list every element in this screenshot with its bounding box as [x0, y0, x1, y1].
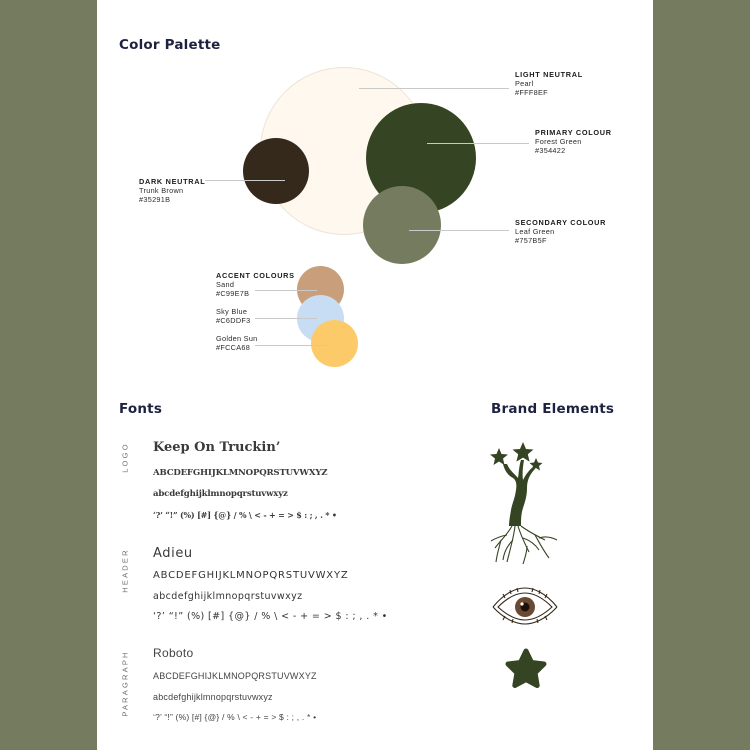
- swatch-name: Sand: [216, 280, 235, 290]
- accent-colours-label: [216, 271, 295, 299]
- header-font-label: HEADER: [120, 548, 130, 593]
- swatch-hex: #FCCA68: [216, 343, 251, 353]
- sky-blue-label: [216, 307, 251, 325]
- primary-colour-label: [535, 128, 612, 156]
- leader-line: [409, 230, 509, 231]
- golden-sun-swatch: [311, 320, 358, 367]
- swatch-hex: #C99E7B: [216, 289, 250, 299]
- paragraph-font-name: Roboto: [153, 646, 194, 660]
- swatch-title: PRIMARY COLOUR: [535, 128, 612, 137]
- logo-font-uppercase: ABCDEFGHIJKLMNOPQRSTUVWXYZ: [153, 468, 328, 478]
- tree-star-icon: [487, 440, 565, 568]
- golden-sun-label: [216, 334, 258, 352]
- swatch-title: DARK NEUTRAL: [139, 177, 206, 186]
- brand-elements-title: Brand Elements: [491, 401, 615, 417]
- logo-font-label: LOGO: [120, 442, 130, 473]
- header-font-name: Adieu: [153, 546, 193, 561]
- swatch-title: SECONDARY COLOUR: [515, 218, 607, 227]
- color-palette-title: Color Palette: [119, 37, 221, 53]
- brand-sheet: [97, 0, 653, 750]
- swatch-name: Pearl: [515, 79, 534, 89]
- swatch-name: Leaf Green: [515, 227, 555, 237]
- leader-line: [359, 88, 509, 89]
- swatch-hex: #35291B: [139, 195, 171, 205]
- leader-line: [205, 180, 285, 181]
- leader-line: [427, 143, 529, 144]
- swatch-hex: #C6DDF3: [216, 316, 251, 326]
- swatch-name: Trunk Brown: [139, 186, 184, 196]
- header-font-uppercase: ABCDEFGHIJKLMNOPQRSTUVWXYZ: [153, 570, 349, 581]
- logo-font-lowercase: abcdefghijklmnopqrstuvwxyz: [153, 489, 288, 499]
- leaf-green-swatch: [363, 186, 441, 264]
- paragraph-font-lowercase: abcdefghijklmnopqrstuvwxyz: [153, 692, 273, 702]
- swatch-hex: #757B5F: [515, 236, 547, 246]
- logo-font-symbols: ‘?’ “!” (%) [#] {@} / % \ < - + = > $ : ; , . * •: [153, 510, 337, 520]
- leader-line: [255, 345, 329, 346]
- header-font-symbols: ‘?’ “!” (%) [#] {@} / % \ < - + = > $ : ; , . * •: [153, 611, 388, 622]
- swatch-name: Sky Blue: [216, 307, 248, 316]
- trunk-brown-swatch: [243, 138, 309, 204]
- eye-icon: [491, 584, 559, 630]
- secondary-colour-label: [515, 218, 606, 246]
- leader-line: [255, 318, 317, 319]
- light-neutral-label: [515, 70, 583, 98]
- logo-font-name: Keep On Truckin’: [153, 440, 281, 455]
- swatch-name: Golden Sun: [216, 334, 258, 343]
- paragraph-font-symbols: ‘?’ “!” (%) [#] {@} / % \ < - + = > $ : ; , . * •: [153, 712, 317, 722]
- swatch-name: Forest Green: [535, 137, 582, 147]
- paragraph-font-uppercase: ABCDEFGHIJKLMNOPQRSTUVWXYZ: [153, 671, 317, 681]
- swatch-hex: #FFF8EF: [515, 88, 548, 98]
- paragraph-font-label: PARAGRAPH: [120, 650, 130, 717]
- star-icon: [501, 644, 551, 694]
- header-font-lowercase: abcdefghijklmnopqrstuvwxyz: [153, 591, 303, 602]
- swatch-title: LIGHT NEUTRAL: [515, 70, 583, 79]
- swatch-title: ACCENT COLOURS: [216, 271, 295, 280]
- swatch-hex: #354422: [535, 146, 566, 156]
- fonts-title: Fonts: [119, 401, 163, 417]
- dark-neutral-label: [139, 177, 205, 205]
